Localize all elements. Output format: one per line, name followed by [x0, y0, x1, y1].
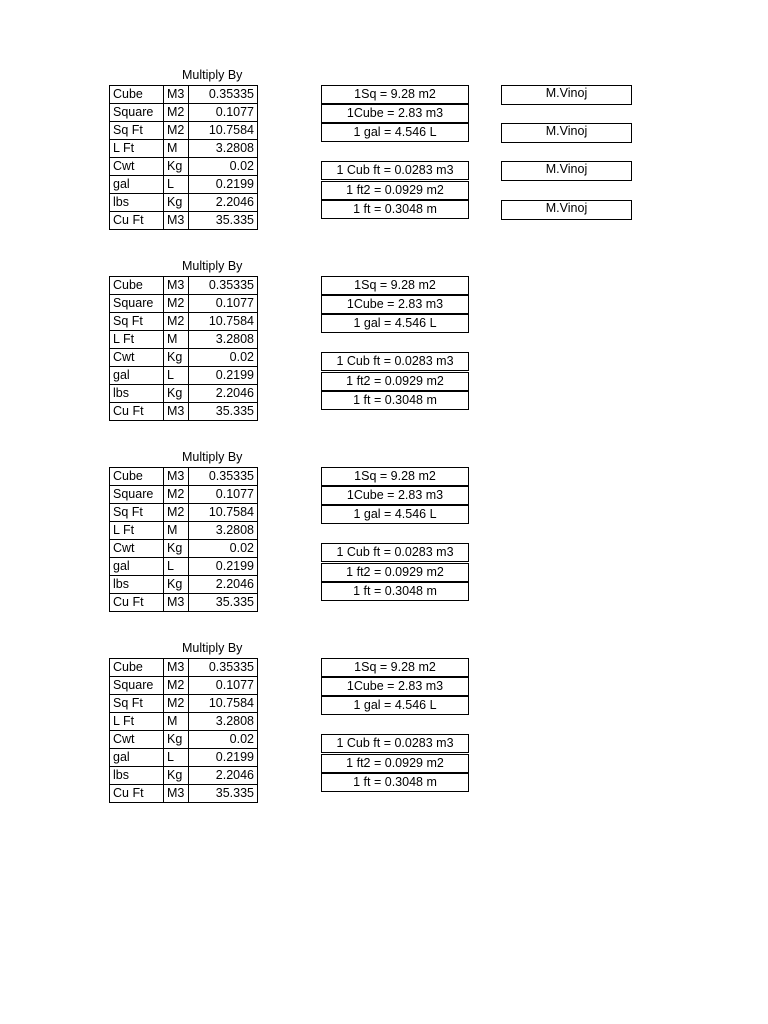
factor-cell: 0.1077 [189, 486, 258, 504]
table-row [110, 403, 258, 421]
unit-name-cell: lbs [110, 767, 164, 785]
unit-cell: M3 [164, 86, 189, 104]
conversion-table [109, 276, 258, 421]
equivalence-box: 1 gal = 4.546 L [321, 314, 469, 333]
factor-cell: 0.2199 [189, 558, 258, 576]
multiply-by-heading: Multiply By [182, 259, 243, 273]
equivalence-box: 1Cube = 2.83 m3 [321, 677, 469, 696]
equivalence-box: 1 ft2 = 0.0929 m2 [321, 372, 469, 391]
unit-name-cell: Cwt [110, 731, 164, 749]
factor-cell: 0.1077 [189, 295, 258, 313]
equivalence-box: 1 ft = 0.3048 m [321, 200, 469, 219]
unit-cell: Kg [164, 158, 189, 176]
factor-cell: 0.02 [189, 349, 258, 367]
unit-name-cell: Cu Ft [110, 785, 164, 803]
unit-name-cell: gal [110, 749, 164, 767]
table-row [110, 522, 258, 540]
table-row [110, 576, 258, 594]
factor-cell: 10.7584 [189, 695, 258, 713]
unit-cell: M [164, 331, 189, 349]
unit-cell: M2 [164, 313, 189, 331]
table-row [110, 677, 258, 695]
unit-name-cell: Sq Ft [110, 122, 164, 140]
factor-cell: 0.35335 [189, 659, 258, 677]
table-row [110, 140, 258, 158]
conversion-table [109, 467, 258, 612]
factor-cell: 35.335 [189, 212, 258, 230]
table-row [110, 695, 258, 713]
table-row [110, 504, 258, 522]
table-row [110, 86, 258, 104]
unit-name-cell: L Ft [110, 713, 164, 731]
equivalence-box: 1 Cub ft = 0.0283 m3 [321, 734, 469, 753]
equivalence-box: 1 gal = 4.546 L [321, 505, 469, 524]
unit-name-cell: Sq Ft [110, 504, 164, 522]
unit-name-cell: gal [110, 558, 164, 576]
equivalence-box: 1 ft2 = 0.0929 m2 [321, 181, 469, 200]
unit-name-cell: Cwt [110, 349, 164, 367]
equivalence-box: 1 ft = 0.3048 m [321, 773, 469, 792]
equivalence-box: 1Sq = 9.28 m2 [321, 658, 469, 677]
unit-cell: M2 [164, 677, 189, 695]
unit-name-cell: gal [110, 367, 164, 385]
author-box: M.Vinoj [501, 161, 632, 181]
multiply-by-heading: Multiply By [182, 450, 243, 464]
unit-cell: M [164, 522, 189, 540]
table-row [110, 540, 258, 558]
equivalence-box: 1 Cub ft = 0.0283 m3 [321, 543, 469, 562]
unit-cell: M3 [164, 403, 189, 421]
unit-name-cell: L Ft [110, 331, 164, 349]
equivalence-box: 1 ft = 0.3048 m [321, 582, 469, 601]
unit-cell: Kg [164, 540, 189, 558]
unit-cell: Kg [164, 385, 189, 403]
factor-cell: 10.7584 [189, 122, 258, 140]
table-row [110, 212, 258, 230]
unit-name-cell: gal [110, 176, 164, 194]
factor-cell: 10.7584 [189, 504, 258, 522]
unit-cell: M2 [164, 695, 189, 713]
table-row [110, 122, 258, 140]
table-row [110, 295, 258, 313]
table-row [110, 313, 258, 331]
unit-name-cell: Square [110, 677, 164, 695]
equivalence-box: 1 ft2 = 0.0929 m2 [321, 563, 469, 582]
table-row [110, 385, 258, 403]
unit-name-cell: Sq Ft [110, 695, 164, 713]
factor-cell: 35.335 [189, 785, 258, 803]
equivalence-box: 1Sq = 9.28 m2 [321, 467, 469, 486]
table-row [110, 104, 258, 122]
conversion-block-1 [0, 67, 768, 257]
unit-name-cell: lbs [110, 194, 164, 212]
table-row [110, 367, 258, 385]
unit-cell: M3 [164, 785, 189, 803]
factor-cell: 2.2046 [189, 385, 258, 403]
unit-name-cell: Sq Ft [110, 313, 164, 331]
factor-cell: 0.2199 [189, 367, 258, 385]
table-row [110, 468, 258, 486]
unit-cell: M2 [164, 295, 189, 313]
unit-name-cell: lbs [110, 576, 164, 594]
multiply-by-heading: Multiply By [182, 641, 243, 655]
unit-name-cell: Cube [110, 659, 164, 677]
multiply-by-heading: Multiply By [182, 68, 243, 82]
factor-cell: 0.2199 [189, 176, 258, 194]
table-row [110, 158, 258, 176]
table-row [110, 558, 258, 576]
conversion-table [109, 658, 258, 803]
equivalence-box: 1Sq = 9.28 m2 [321, 276, 469, 295]
unit-name-cell: Square [110, 486, 164, 504]
factor-cell: 0.35335 [189, 86, 258, 104]
unit-cell: Kg [164, 576, 189, 594]
factor-cell: 0.35335 [189, 277, 258, 295]
author-box: M.Vinoj [501, 123, 632, 143]
factor-cell: 0.1077 [189, 677, 258, 695]
factor-cell: 35.335 [189, 594, 258, 612]
unit-cell: M [164, 140, 189, 158]
unit-name-cell: lbs [110, 385, 164, 403]
unit-name-cell: Square [110, 295, 164, 313]
table-row [110, 659, 258, 677]
table-row [110, 277, 258, 295]
factor-cell: 3.2808 [189, 713, 258, 731]
factor-cell: 3.2808 [189, 522, 258, 540]
unit-name-cell: Cube [110, 468, 164, 486]
unit-cell: L [164, 367, 189, 385]
conversion-block-4 [0, 640, 768, 830]
unit-name-cell: Cube [110, 277, 164, 295]
table-row [110, 486, 258, 504]
unit-name-cell: L Ft [110, 140, 164, 158]
equivalence-box: 1 Cub ft = 0.0283 m3 [321, 352, 469, 371]
unit-cell: M3 [164, 594, 189, 612]
table-row [110, 785, 258, 803]
factor-cell: 2.2046 [189, 767, 258, 785]
unit-name-cell: Cube [110, 86, 164, 104]
factor-cell: 3.2808 [189, 140, 258, 158]
factor-cell: 2.2046 [189, 194, 258, 212]
author-box: M.Vinoj [501, 200, 632, 220]
unit-name-cell: L Ft [110, 522, 164, 540]
factor-cell: 0.35335 [189, 468, 258, 486]
unit-cell: M2 [164, 122, 189, 140]
conversion-block-3 [0, 449, 768, 639]
equivalence-box: 1 ft2 = 0.0929 m2 [321, 754, 469, 773]
factor-cell: 0.1077 [189, 104, 258, 122]
unit-cell: L [164, 176, 189, 194]
unit-cell: Kg [164, 194, 189, 212]
equivalence-box: 1 ft = 0.3048 m [321, 391, 469, 410]
factor-cell: 10.7584 [189, 313, 258, 331]
unit-cell: M3 [164, 468, 189, 486]
unit-cell: M2 [164, 486, 189, 504]
equivalence-box: 1 gal = 4.546 L [321, 123, 469, 142]
conversion-block-2 [0, 258, 768, 448]
table-row [110, 767, 258, 785]
table-row [110, 594, 258, 612]
unit-cell: M [164, 713, 189, 731]
equivalence-box: 1Cube = 2.83 m3 [321, 486, 469, 505]
unit-cell: Kg [164, 349, 189, 367]
unit-name-cell: Square [110, 104, 164, 122]
author-box: M.Vinoj [501, 85, 632, 105]
equivalence-box: 1Sq = 9.28 m2 [321, 85, 469, 104]
unit-cell: M2 [164, 504, 189, 522]
table-row [110, 176, 258, 194]
unit-cell: M3 [164, 277, 189, 295]
unit-name-cell: Cu Ft [110, 212, 164, 230]
unit-name-cell: Cu Ft [110, 403, 164, 421]
factor-cell: 0.2199 [189, 749, 258, 767]
unit-name-cell: Cwt [110, 540, 164, 558]
unit-cell: Kg [164, 767, 189, 785]
table-row [110, 749, 258, 767]
equivalence-box: 1Cube = 2.83 m3 [321, 295, 469, 314]
unit-cell: M3 [164, 659, 189, 677]
factor-cell: 35.335 [189, 403, 258, 421]
unit-cell: M3 [164, 212, 189, 230]
table-row [110, 731, 258, 749]
table-row [110, 713, 258, 731]
unit-cell: L [164, 749, 189, 767]
unit-name-cell: Cu Ft [110, 594, 164, 612]
unit-cell: Kg [164, 731, 189, 749]
factor-cell: 0.02 [189, 158, 258, 176]
equivalence-box: 1Cube = 2.83 m3 [321, 104, 469, 123]
factor-cell: 0.02 [189, 731, 258, 749]
table-row [110, 331, 258, 349]
equivalence-box: 1 Cub ft = 0.0283 m3 [321, 161, 469, 180]
table-row [110, 194, 258, 212]
unit-cell: M2 [164, 104, 189, 122]
conversion-table [109, 85, 258, 230]
unit-name-cell: Cwt [110, 158, 164, 176]
factor-cell: 0.02 [189, 540, 258, 558]
factor-cell: 2.2046 [189, 576, 258, 594]
equivalence-box: 1 gal = 4.546 L [321, 696, 469, 715]
table-row [110, 349, 258, 367]
factor-cell: 3.2808 [189, 331, 258, 349]
unit-cell: L [164, 558, 189, 576]
